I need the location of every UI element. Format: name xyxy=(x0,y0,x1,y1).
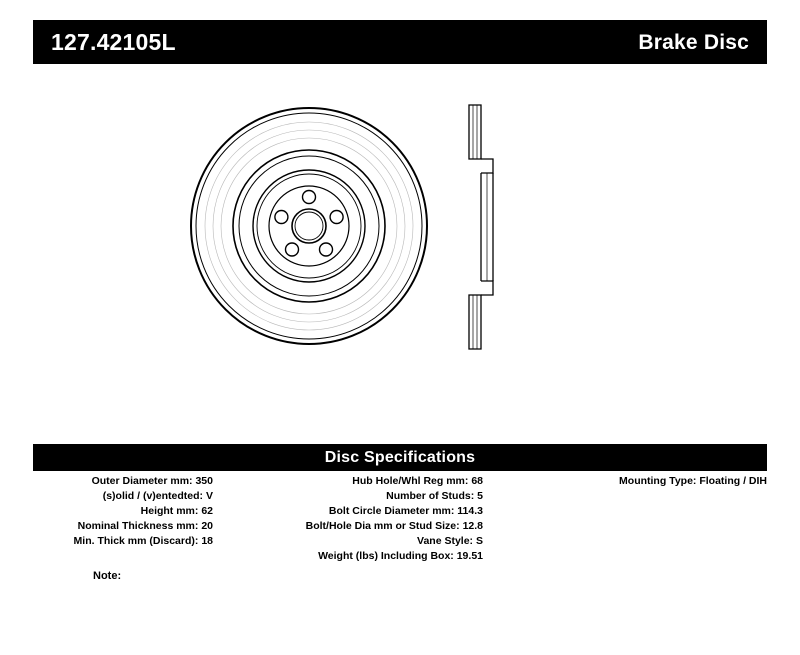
product-drawing xyxy=(33,80,767,410)
spec-label: Min. Thick mm (Discard): xyxy=(73,535,199,547)
spec-label: (s)olid / (v)entedted: xyxy=(102,490,204,502)
spec-label: Bolt Circle Diameter mm: xyxy=(328,505,455,517)
note-label: Note: xyxy=(93,570,122,582)
spec-value: 114.3 xyxy=(457,505,483,517)
spec-value: 5 xyxy=(477,490,483,502)
spec-columns xyxy=(33,474,767,584)
spec-column-right xyxy=(493,474,767,489)
spec-label: Number of Studs: xyxy=(386,490,475,502)
spec-title-bar xyxy=(33,444,767,471)
spec-label: Outer Diameter mm: xyxy=(91,475,193,487)
part-number: 127.42105L xyxy=(51,28,176,55)
spec-column-left xyxy=(33,474,213,549)
spec-value: 350 xyxy=(195,475,213,487)
spec-row xyxy=(223,474,483,489)
spec-row xyxy=(493,474,767,489)
spec-row xyxy=(223,549,483,564)
spec-row xyxy=(33,534,213,549)
spec-label: Nominal Thickness mm: xyxy=(77,520,199,532)
spec-label: Hub Hole/Whl Reg mm: xyxy=(352,475,469,487)
spec-row xyxy=(33,519,213,534)
spec-value: S xyxy=(475,535,483,547)
spec-value: 62 xyxy=(201,505,213,517)
spec-label: Height mm: xyxy=(140,505,199,517)
product-type: Brake Disc xyxy=(638,30,749,54)
spec-value: V xyxy=(205,490,213,502)
spec-row xyxy=(33,504,213,519)
spec-row xyxy=(223,534,483,549)
spec-value: Floating / DIH xyxy=(699,475,767,487)
spec-value: 12.8 xyxy=(462,520,483,532)
rotor-edge-view xyxy=(463,103,505,351)
rotor-face-view xyxy=(188,105,430,347)
spec-row xyxy=(223,519,483,534)
spec-row xyxy=(33,489,213,504)
spec-row xyxy=(223,504,483,519)
spec-label: Mounting Type: xyxy=(619,475,697,487)
spec-title: Disc Specifications xyxy=(324,448,476,466)
spec-value: 18 xyxy=(201,535,213,547)
spec-value: 20 xyxy=(201,520,213,532)
spec-row xyxy=(223,489,483,504)
spec-value: 68 xyxy=(471,475,483,487)
spec-column-middle xyxy=(223,474,483,564)
header-bar xyxy=(33,20,767,64)
spec-label: Weight (lbs) Including Box: xyxy=(318,550,454,562)
spec-value: 19.51 xyxy=(456,550,483,562)
spec-row xyxy=(33,474,213,489)
spec-label: Bolt/Hole Dia mm or Stud Size: xyxy=(305,520,460,532)
note-row xyxy=(33,570,433,582)
spec-label: Vane Style: xyxy=(417,535,474,547)
